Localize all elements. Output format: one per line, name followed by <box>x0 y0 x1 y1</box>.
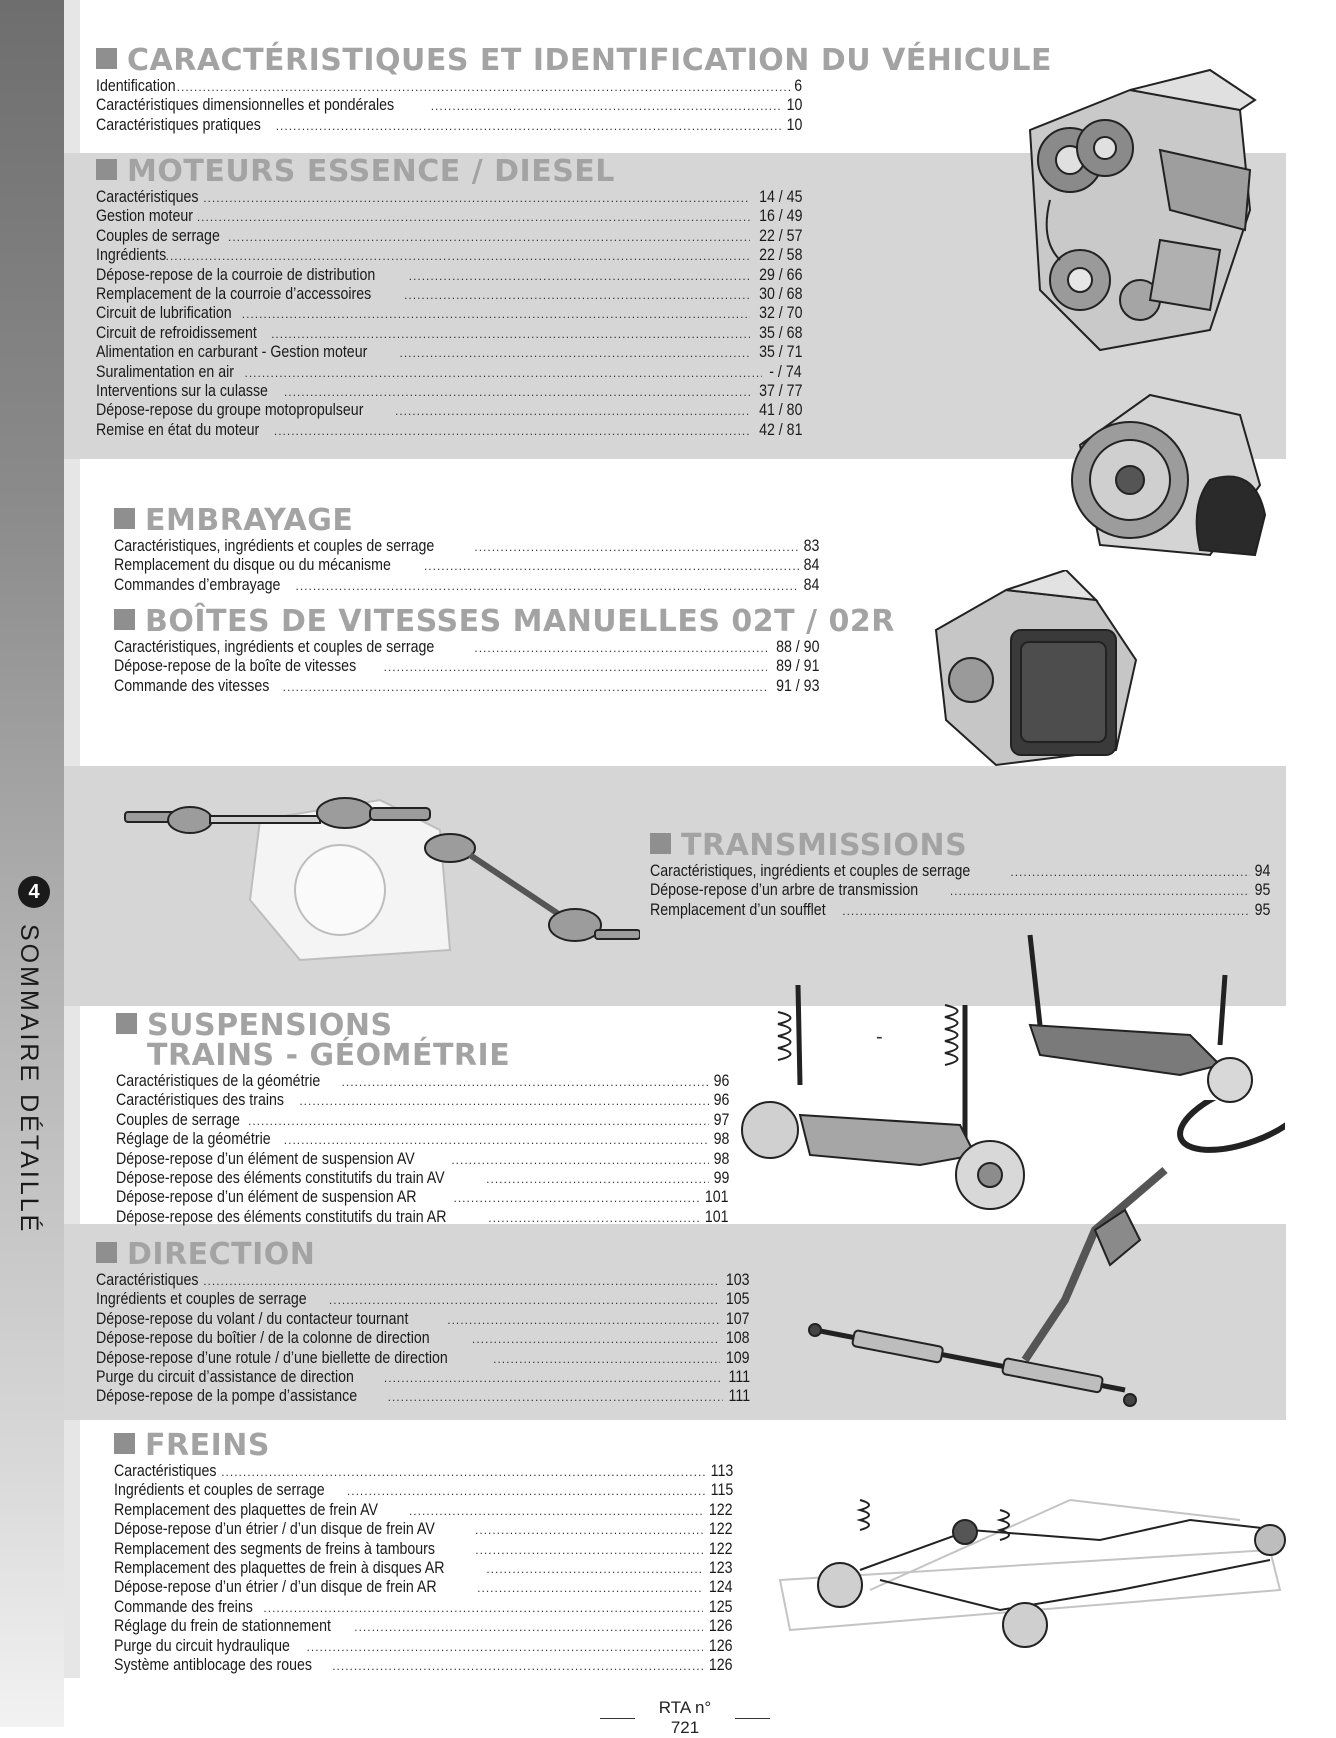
square-bullet-icon <box>96 48 117 69</box>
entry-label: Dépose-repose du groupe motopropulseur <box>96 401 364 420</box>
entry-label: Caractéristiques <box>96 1271 199 1289</box>
leader-dots <box>296 577 799 595</box>
entry-label: Dépose-repose d’un étrier / d’un disque de frein AV <box>114 1520 435 1539</box>
section-title-text: CARACTÉRISTIQUES ET IDENTIFICATION DU VÉHICULE <box>127 43 1053 78</box>
toc-entry[interactable] <box>114 1598 733 1617</box>
leader-dots <box>248 1112 709 1130</box>
toc-entry[interactable] <box>114 1520 733 1539</box>
square-bullet-icon <box>650 833 671 854</box>
entry-label: Ingrédients et couples de serrage <box>96 1290 307 1309</box>
leader-dots <box>284 383 750 401</box>
section-title <box>114 1428 733 1463</box>
footer-rule <box>735 1718 770 1719</box>
entry-label: Remplacement des plaquettes de frein à disques AR <box>114 1559 445 1578</box>
entry-label: Commande des freins <box>114 1597 253 1616</box>
toc-entry[interactable] <box>96 363 802 382</box>
section-title-text: EMBRAYAGE <box>145 503 354 538</box>
square-bullet-icon <box>96 1242 117 1263</box>
toc-entry[interactable] <box>96 1310 750 1329</box>
entry-page: 89 / 91 <box>775 657 819 676</box>
strip <box>64 1006 80 1224</box>
entry-page: 6 <box>794 77 802 95</box>
leader-dots <box>203 1272 720 1290</box>
toc-entries <box>116 1072 729 1227</box>
leader-dots <box>245 364 763 382</box>
toc-entry[interactable] <box>96 324 802 343</box>
section-title <box>114 503 819 538</box>
leader-dots <box>493 1350 720 1368</box>
leader-dots <box>384 1369 723 1387</box>
toc-entries <box>96 77 802 135</box>
toc-entry[interactable] <box>96 1271 750 1290</box>
entry-label: Dépose-repose d’un étrier / d’un disque de frein AR <box>114 1578 437 1597</box>
entry-page: 125 <box>709 1597 733 1616</box>
entry-page: 105 <box>726 1290 750 1309</box>
entry-label: Système antiblocage des roues <box>114 1656 312 1675</box>
toc-entries <box>114 638 819 696</box>
entry-label: Remplacement des plaquettes de frein AV <box>114 1500 378 1519</box>
entry-label: Interventions sur la culasse <box>96 382 268 401</box>
entry-label: Caractéristiques pratiques <box>96 115 261 134</box>
toc-entry[interactable] <box>116 1150 729 1169</box>
toc-entry[interactable] <box>116 1169 729 1188</box>
entry-page: 115 <box>710 1481 733 1500</box>
entry-page: 10 <box>786 96 802 115</box>
entry-label: Dépose-repose des éléments constitutifs du train AV <box>116 1169 445 1188</box>
entry-page: 111 <box>728 1368 750 1387</box>
entry-page: 94 <box>1254 862 1270 880</box>
toc-entry[interactable] <box>96 304 802 323</box>
entry-page: 29 / 66 <box>758 265 802 284</box>
toc-entry[interactable] <box>96 1368 750 1387</box>
section-title <box>116 1008 729 1073</box>
leader-dots <box>177 78 791 96</box>
leader-dots <box>166 247 750 265</box>
leader-dots <box>477 1579 703 1597</box>
toc-entry[interactable] <box>114 677 819 696</box>
entry-label: Dépose-repose du boîtier / de la colonne de direction <box>96 1329 430 1348</box>
entry-page: 122 <box>709 1520 733 1539</box>
leader-dots <box>486 1170 708 1188</box>
entry-page: 98 <box>713 1149 729 1168</box>
leader-dots <box>486 1560 703 1578</box>
toc-entry[interactable] <box>650 881 1270 900</box>
entry-label: Remplacement du disque ou du mécanisme <box>114 556 391 575</box>
toc-entry[interactable] <box>114 1481 733 1500</box>
entry-page: 37 / 77 <box>758 382 802 401</box>
toc-entry[interactable] <box>96 1290 750 1309</box>
entry-label: Remplacement des segments de freins à tambours <box>114 1539 436 1558</box>
page-number-badge: 4 <box>18 876 50 908</box>
section-title-text: FREINS <box>145 1428 270 1463</box>
entry-label: Caractéristiques, ingrédients et couples de serrage <box>650 862 971 880</box>
leader-dots <box>950 882 1250 900</box>
entry-label: Alimentation en carburant - Gestion moteur <box>96 343 368 362</box>
toc-entries <box>96 1271 750 1407</box>
leader-dots <box>488 1209 699 1227</box>
leader-dots <box>431 97 782 115</box>
footer <box>600 1698 770 1738</box>
toc-entry[interactable] <box>114 1501 733 1520</box>
entry-label: Dépose-repose de la courroie de distribution <box>96 265 376 284</box>
entry-label: Gestion moteur <box>96 207 194 226</box>
entry-label: Dépose-repose d’un arbre de transmission <box>650 881 919 900</box>
leader-dots <box>332 1657 703 1675</box>
entry-label: Réglage de la géométrie <box>116 1130 271 1149</box>
leader-dots <box>242 305 750 323</box>
entry-page: 84 <box>803 556 819 575</box>
leader-dots <box>404 286 749 304</box>
entry-page: 30 / 68 <box>758 285 802 304</box>
leader-dots <box>409 1502 704 1520</box>
toc-entry[interactable] <box>114 1462 733 1481</box>
toc-entry[interactable] <box>114 556 819 575</box>
entry-label: Identification <box>96 77 176 95</box>
entry-label: Dépose-repose du volant / du contacteur tournant <box>96 1309 409 1328</box>
leader-dots <box>284 1131 709 1149</box>
leader-dots <box>276 117 782 135</box>
square-bullet-icon <box>114 609 135 630</box>
section-embrayage <box>114 503 819 595</box>
entry-label: Remise en état du moteur <box>96 420 260 439</box>
entry-page: 22 / 57 <box>758 226 802 245</box>
entry-page: 22 / 58 <box>758 246 802 265</box>
entry-page: 126 <box>709 1617 733 1636</box>
entry-page: 35 / 71 <box>758 343 802 362</box>
section-boites <box>114 604 895 696</box>
toc-entry[interactable] <box>96 401 802 420</box>
stray-dash: - <box>876 1026 883 1048</box>
entry-page: 10 <box>786 115 802 134</box>
leader-dots <box>283 678 767 696</box>
footer-text: RTA n° 721 <box>658 1698 712 1737</box>
entry-page: 83 <box>803 537 819 555</box>
leader-dots <box>221 1463 704 1481</box>
section-title-text: BOÎTES DE VITESSES MANUELLES 02T / 02R <box>145 604 895 639</box>
entry-page: 88 / 90 <box>775 638 819 656</box>
toc-entry[interactable] <box>96 246 802 265</box>
toc-entry[interactable] <box>116 1208 729 1227</box>
leader-dots <box>475 1541 703 1559</box>
leader-dots <box>197 208 750 226</box>
square-bullet-icon <box>96 159 117 180</box>
entry-page: 109 <box>726 1348 750 1367</box>
toc-entries <box>114 1462 733 1675</box>
toc-entry[interactable] <box>114 1617 733 1636</box>
leader-dots <box>474 639 766 657</box>
toc-entry[interactable] <box>96 421 802 440</box>
section-title-text: MOTEURS ESSENCE / DIESEL <box>127 154 615 189</box>
leader-dots <box>475 1521 703 1539</box>
leader-dots <box>474 538 798 556</box>
entry-label: Caractéristiques, ingrédients et couples de serrage <box>114 537 435 555</box>
entry-page: 122 <box>709 1500 733 1519</box>
entry-page: 14 / 45 <box>758 188 802 206</box>
toc-entry[interactable] <box>116 1130 729 1149</box>
toc-entry[interactable] <box>96 266 802 285</box>
leader-dots <box>307 1638 704 1656</box>
section-title-text: DIRECTION <box>127 1237 316 1272</box>
entry-page: 111 <box>728 1387 750 1406</box>
leader-dots <box>274 422 750 440</box>
leader-dots <box>228 228 750 246</box>
leader-dots <box>395 402 750 420</box>
entry-label: Réglage du frein de stationnement <box>114 1617 331 1636</box>
toc-entry[interactable] <box>114 1540 733 1559</box>
leader-dots <box>329 1291 721 1309</box>
entry-page: 126 <box>709 1656 733 1675</box>
entry-label: Remplacement de la courroie d’accessoires <box>96 285 372 304</box>
entry-page: 101 <box>705 1188 729 1207</box>
leader-dots <box>409 267 750 285</box>
section-title <box>96 43 1053 78</box>
driveshaft-illustration <box>120 790 640 965</box>
toc-entry[interactable] <box>96 1329 750 1348</box>
section-suspensions <box>116 1008 729 1227</box>
entry-label: Caractéristiques <box>114 1462 217 1480</box>
brake-system-illustration <box>770 1470 1290 1650</box>
toc-entry[interactable] <box>114 576 819 595</box>
entry-page: 96 <box>713 1091 729 1110</box>
leader-dots <box>388 1388 723 1406</box>
toc-entries <box>96 188 802 440</box>
section-title <box>96 1237 750 1272</box>
toc-entry[interactable] <box>96 96 802 115</box>
entry-label: Ingrédients et couples de serrage <box>114 1481 325 1500</box>
strip <box>64 1420 80 1678</box>
entry-label: Circuit de lubrification <box>96 304 232 323</box>
entry-label: Dépose-repose d’un élément de suspension AV <box>116 1149 415 1168</box>
entry-page: 32 / 70 <box>758 304 802 323</box>
leader-dots <box>342 1073 709 1091</box>
toc-entry[interactable] <box>114 1656 733 1675</box>
toc-entry[interactable] <box>114 638 819 657</box>
entry-page: 41 / 80 <box>758 401 802 420</box>
leader-dots <box>354 1618 703 1636</box>
entry-page: 126 <box>709 1636 733 1655</box>
leader-dots <box>424 557 799 575</box>
section-caracteristiques <box>96 43 1053 135</box>
toc-entry[interactable] <box>96 77 802 96</box>
toc-entry[interactable] <box>116 1091 729 1110</box>
toc-entries <box>650 862 1270 920</box>
entry-label: Suralimentation en air <box>96 362 235 381</box>
section-title-text: TRANSMISSIONS <box>681 828 968 863</box>
leader-dots <box>271 325 749 343</box>
toc-entry[interactable] <box>114 1637 733 1656</box>
toc-entry[interactable] <box>96 1387 750 1406</box>
clutch-illustration <box>1060 385 1275 565</box>
entry-page: 108 <box>726 1329 750 1348</box>
entry-label: Circuit de refroidissement <box>96 323 257 342</box>
toc-entry[interactable] <box>114 657 819 676</box>
entry-page: 124 <box>709 1578 733 1597</box>
leader-dots <box>347 1482 705 1500</box>
entry-page: 122 <box>709 1539 733 1558</box>
toc-entry[interactable] <box>96 1349 750 1368</box>
leader-dots <box>447 1311 720 1329</box>
toc-entry[interactable] <box>96 116 802 135</box>
entry-page: 107 <box>726 1309 750 1328</box>
section-title <box>114 604 895 639</box>
square-bullet-icon <box>114 508 135 529</box>
entry-label: Couples de serrage <box>96 226 220 245</box>
entry-label: Couples de serrage <box>116 1110 240 1129</box>
entry-label: Commandes d’embrayage <box>114 575 281 594</box>
entry-label: Dépose-repose des éléments constitutifs du train AR <box>116 1207 447 1226</box>
entry-page: 16 / 49 <box>758 207 802 226</box>
entry-label: Commande des vitesses <box>114 676 270 695</box>
entry-label: Caractéristiques, ingrédients et couples de serrage <box>114 638 435 656</box>
toc-entry[interactable] <box>114 1578 733 1597</box>
strip <box>64 0 80 153</box>
section-title-line2: TRAINS - GÉOMÉTRIE <box>147 1038 511 1073</box>
entry-page: 101 <box>705 1207 729 1226</box>
leader-dots <box>451 1151 708 1169</box>
entry-label: Caractéristiques <box>96 188 199 206</box>
engine-illustration <box>1010 60 1260 360</box>
entry-label: Dépose-repose de la boîte de vitesses <box>114 657 357 676</box>
toc-entry[interactable] <box>116 1072 729 1091</box>
leader-dots <box>453 1189 699 1207</box>
entry-page: 99 <box>713 1169 729 1188</box>
section-title <box>650 828 1270 863</box>
steering-illustration <box>795 1100 1285 1440</box>
leader-dots <box>203 189 749 207</box>
entry-label: Dépose-repose d’une rotule / d’une biellette de direction <box>96 1348 448 1367</box>
entry-page: 95 <box>1254 900 1270 919</box>
entry-page: 35 / 68 <box>758 323 802 342</box>
entry-label: Dépose-repose de la pompe d’assistance <box>96 1387 358 1406</box>
entry-label: Caractéristiques des trains <box>116 1091 284 1110</box>
entry-page: 96 <box>713 1072 729 1090</box>
entry-label: Ingrédients <box>96 246 167 265</box>
toc-entry[interactable] <box>116 1111 729 1130</box>
entry-page: 123 <box>709 1559 733 1578</box>
toc-entry[interactable] <box>650 862 1270 881</box>
entry-page: 42 / 81 <box>758 420 802 439</box>
entry-page: 97 <box>713 1110 729 1129</box>
strip <box>64 459 80 766</box>
toc-entries <box>114 537 819 595</box>
entry-label: Caractéristiques de la géométrie <box>116 1072 321 1090</box>
square-bullet-icon <box>116 1013 137 1034</box>
toc-entry[interactable] <box>96 285 802 304</box>
square-bullet-icon <box>114 1433 135 1454</box>
toc-entry[interactable] <box>96 343 802 362</box>
entry-label: Remplacement d’un soufflet <box>650 900 826 919</box>
section-title-text: SUSPENSIONS <box>147 1008 393 1043</box>
entry-page: 113 <box>710 1462 733 1480</box>
entry-page: 91 / 93 <box>775 676 819 695</box>
entry-label: Purge du circuit d’assistance de direction <box>96 1368 354 1387</box>
gearbox-illustration <box>926 570 1146 770</box>
section-transmissions <box>650 828 1270 920</box>
toc-entry[interactable] <box>114 537 819 556</box>
footer-rule <box>600 1718 635 1719</box>
leader-dots <box>1010 863 1249 881</box>
leader-dots <box>472 1330 720 1348</box>
toc-entry[interactable] <box>114 1559 733 1578</box>
section-freins <box>114 1428 733 1675</box>
leader-dots <box>299 1092 708 1110</box>
leader-dots <box>384 658 767 676</box>
entry-page: - / 74 <box>769 362 802 381</box>
toc-entry[interactable] <box>116 1188 729 1207</box>
section-direction <box>96 1237 750 1407</box>
toc-entry[interactable] <box>96 382 802 401</box>
entry-page: 95 <box>1254 881 1270 900</box>
toc-entry[interactable] <box>96 207 802 226</box>
section-moteurs <box>96 154 802 440</box>
leader-dots <box>263 1599 703 1617</box>
entry-label: Caractéristiques dimensionnelles et pondérales <box>96 96 395 115</box>
entry-page: 98 <box>713 1130 729 1149</box>
leader-dots <box>400 344 750 362</box>
entry-page: 103 <box>726 1271 750 1289</box>
entry-page: 84 <box>803 575 819 594</box>
sidebar-band <box>0 0 64 1727</box>
toc-entry[interactable] <box>96 227 802 246</box>
section-title <box>96 154 802 189</box>
sidebar-title: SOMMAIRE DÉTAILLÉ <box>15 924 43 1235</box>
toc-entry[interactable] <box>96 188 802 207</box>
entry-label: Purge du circuit hydraulique <box>114 1636 290 1655</box>
entry-label: Dépose-repose d’un élément de suspension AR <box>116 1188 417 1207</box>
